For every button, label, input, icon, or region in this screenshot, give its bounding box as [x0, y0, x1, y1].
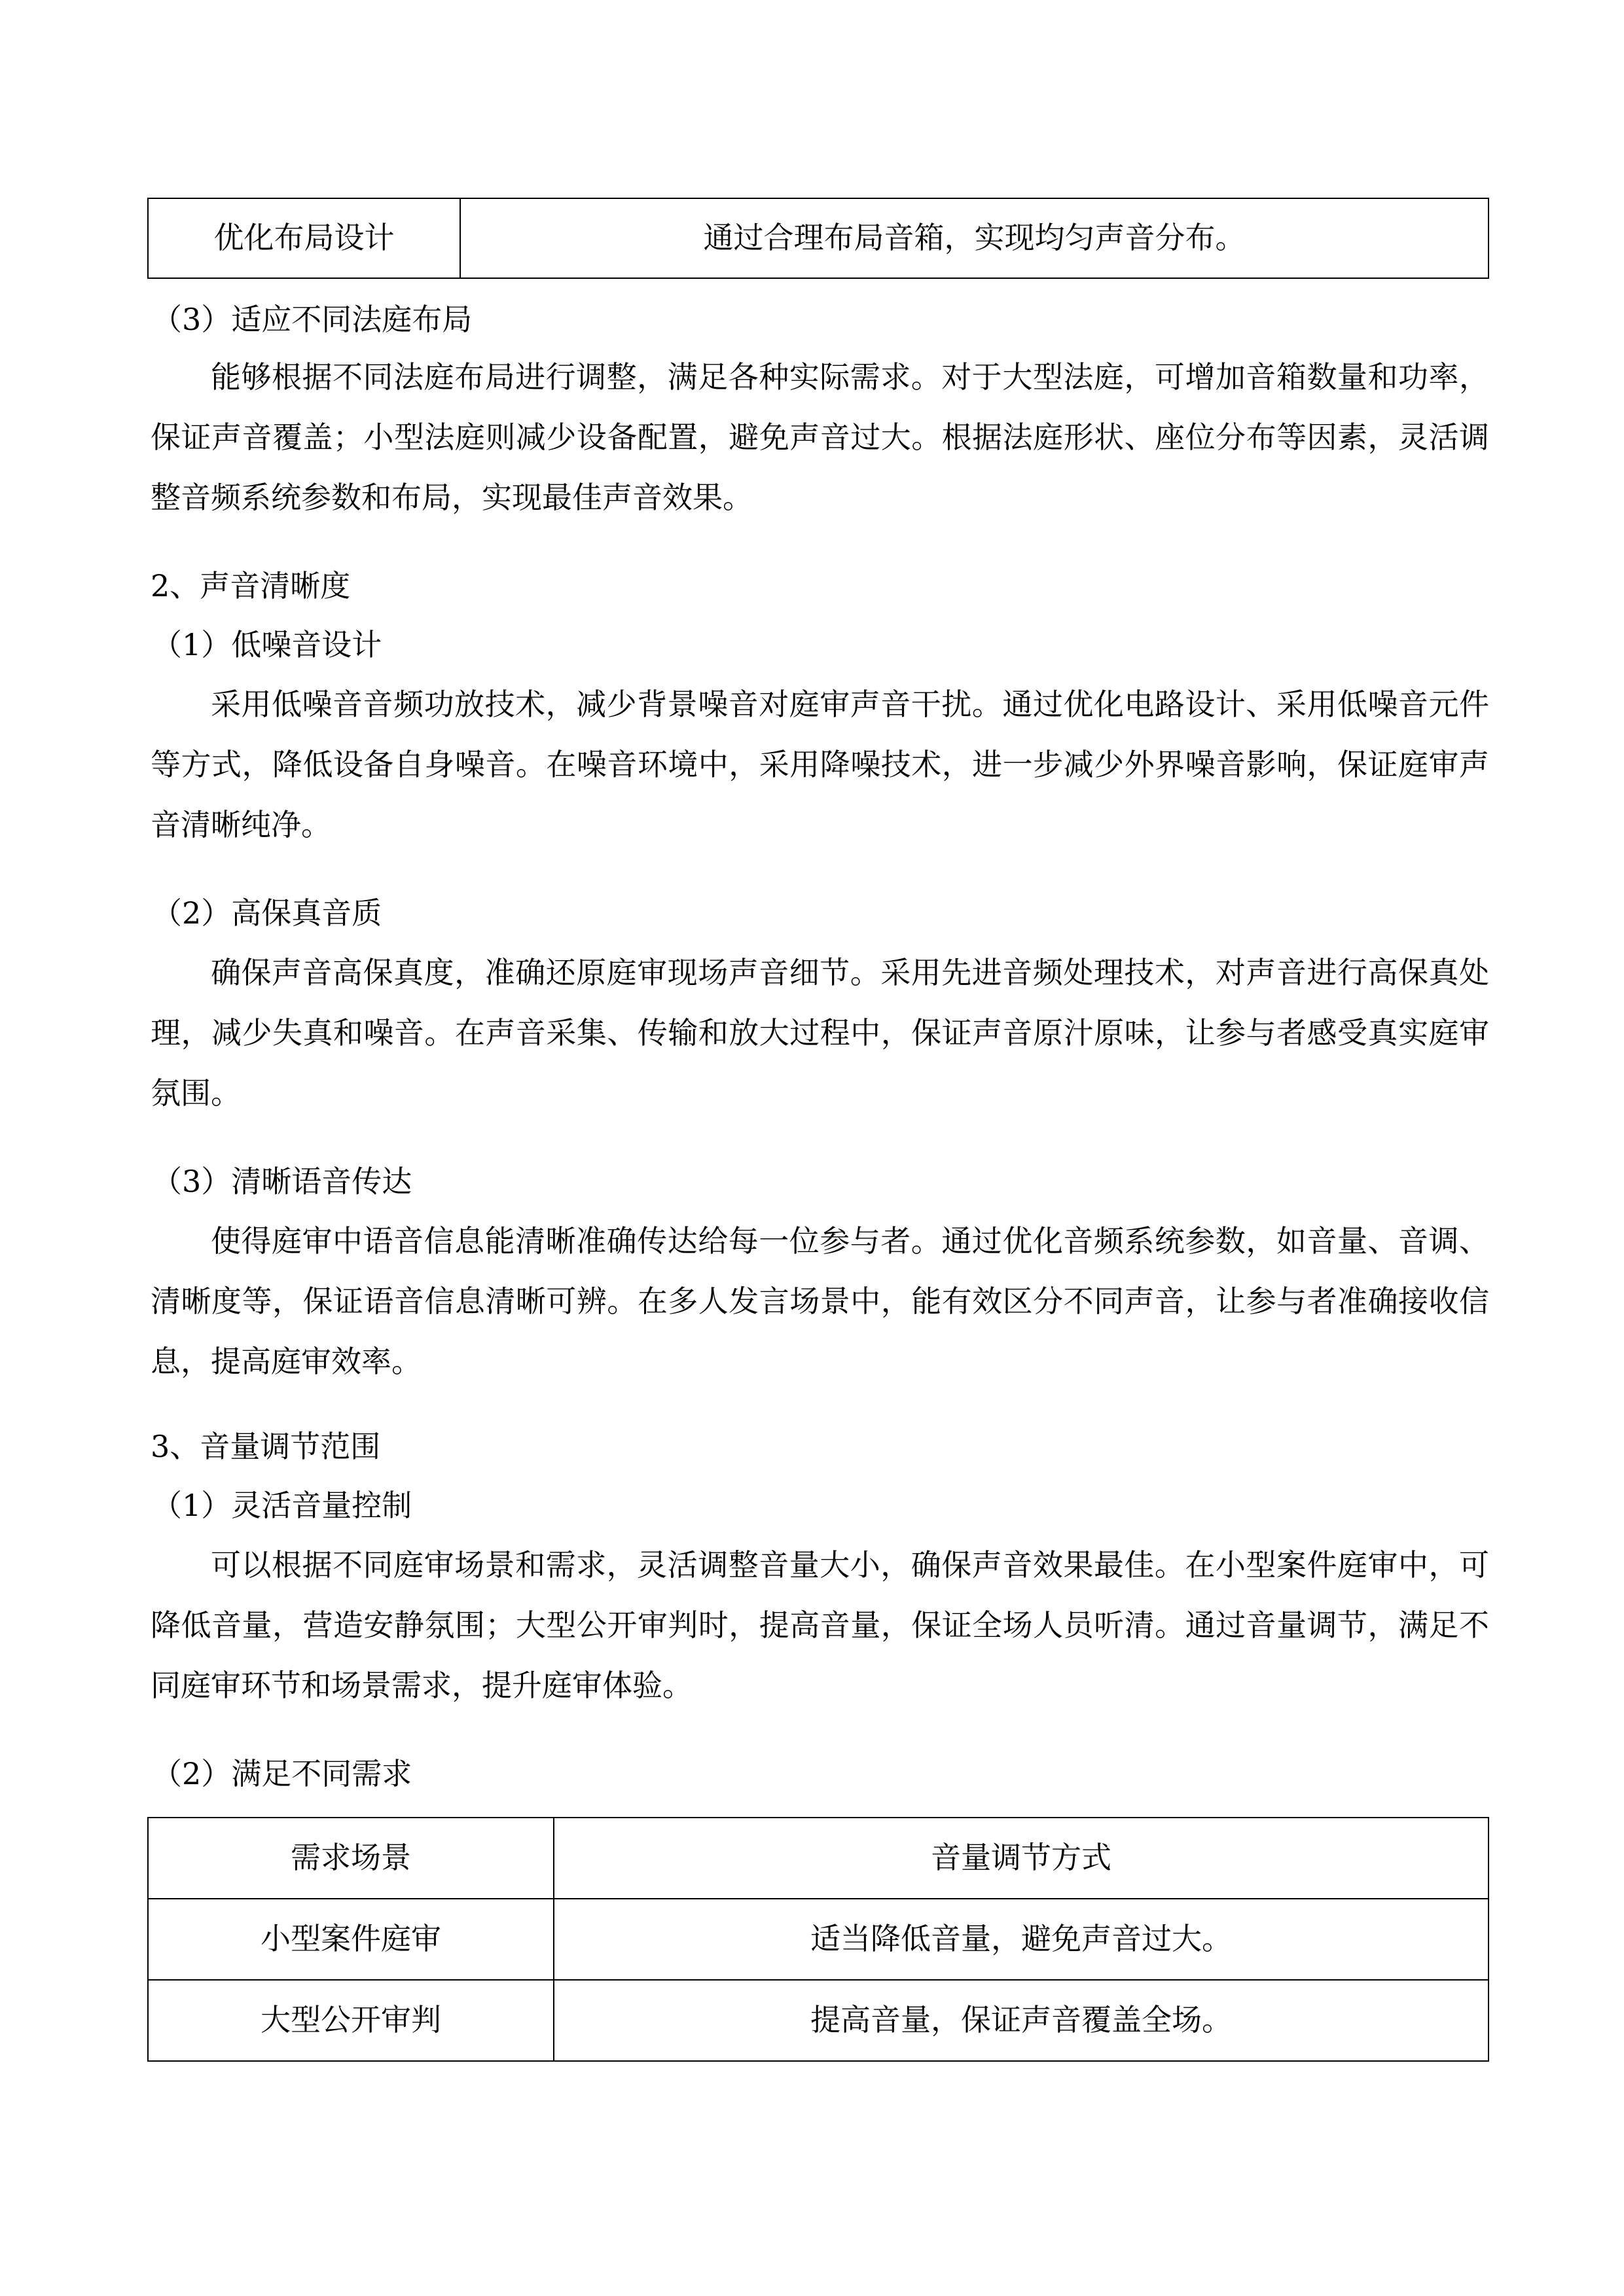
paragraph: 使得庭审中语音信息能清晰准确传达给每一位参与者。通过优化音频系统参数，如音量、音调、清晰度等，保证语音信息清晰可辨。在多人发言场景中，能有效区分不同声音，让参与者准确接收信息，提高庭审效率。: [151, 1223, 1489, 1379]
section-heading: （3）适应不同法庭布局: [152, 302, 473, 337]
table-row: [148, 198, 1489, 278]
table-cell: 大型公开审判: [148, 1980, 554, 2061]
section-heading: （1）低噪音设计: [152, 627, 382, 662]
table-cell: 小型案件庭审: [148, 1899, 554, 1980]
section-heading: （1）灵活音量控制: [152, 1488, 412, 1523]
section-heading: （3）清晰语音传达: [152, 1164, 412, 1199]
section-heading: （2）高保真音质: [152, 895, 382, 931]
paragraph: 能够根据不同法庭布局进行调整，满足各种实际需求。对于大型法庭，可增加音箱数量和功率，保证声音覆盖；小型法庭则减少设备配置，避免声音过大。根据法庭形状、座位分布等因素，灵活调整音频系统参数和布局，实现最佳声音效果。: [151, 359, 1489, 515]
table-cell-description: 通过合理布局音箱，实现均匀声音分布。: [460, 198, 1489, 278]
section-heading: 3、音量调节范围: [151, 1429, 381, 1464]
table-cell-item: 优化布局设计: [148, 198, 460, 278]
volume-needs-table: [147, 1817, 1489, 2062]
table-row: [148, 1980, 1489, 2061]
section-heading: （2）满足不同需求: [152, 1756, 412, 1791]
paragraph: 采用低噪音音频功放技术，减少背景噪音对庭审声音干扰。通过优化电路设计、采用低噪音元件等方式，降低设备自身噪音。在噪音环境中，采用降噪技术，进一步减少外界噪音影响，保证庭审声音清晰纯净。: [151, 687, 1489, 842]
paragraph: 可以根据不同庭审场景和需求，灵活调整音量大小，确保声音效果最佳。在小型案件庭审中，可降低音量，营造安静氛围；大型公开审判时，提高音量，保证全场人员听清。通过音量调节，满足不同庭审环节和场景需求，提升庭审体验。: [151, 1547, 1489, 1703]
table-header-row: [148, 1818, 1489, 1899]
paragraph: 确保声音高保真度，准确还原庭审现场声音细节。采用先进音频处理技术，对声音进行高保真处理，减少失真和噪音。在声音采集、传输和放大过程中，保证声音原汁原味，让参与者感受真实庭审氛围。: [151, 955, 1489, 1111]
section-heading: 2、声音清晰度: [151, 568, 351, 603]
table-row: [148, 1899, 1489, 1980]
table-cell: 提高音量，保证声音覆盖全场。: [554, 1980, 1489, 2061]
table-header-cell: 音量调节方式: [554, 1818, 1489, 1899]
table-cell: 适当降低音量，避免声音过大。: [554, 1899, 1489, 1980]
table-header-cell: 需求场景: [148, 1818, 554, 1899]
layout-design-table: [147, 198, 1489, 279]
